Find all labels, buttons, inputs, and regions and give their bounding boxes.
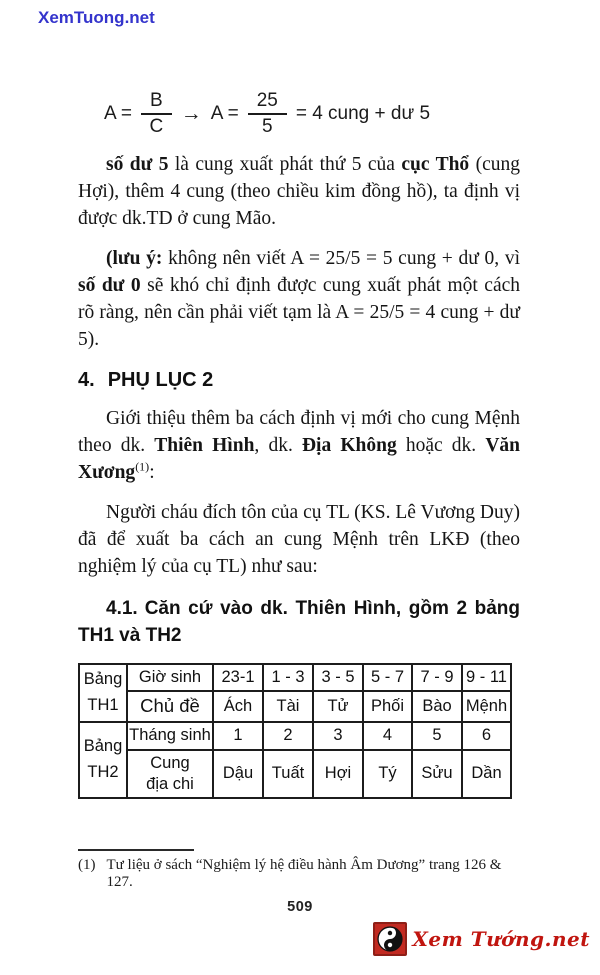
- row-header: Chủ đề: [127, 691, 213, 722]
- row-header: Tháng sinh: [127, 722, 213, 750]
- page-number: 509: [287, 899, 313, 915]
- row-header-line: địa chi: [146, 774, 194, 793]
- table-cell: Mệnh: [462, 691, 511, 722]
- text-run: Giới thiệu thêm ba cách định vị mới cho cung Mệnh theo dk.: [78, 407, 520, 456]
- table-row: [79, 664, 511, 691]
- text-run: không nên viết A = 25/5 = 5 cung + dư 0, vì: [162, 247, 520, 269]
- table-group-label-th2: [79, 722, 127, 798]
- text-run: số dư 0: [78, 274, 141, 296]
- group-label-line: TH2: [87, 762, 119, 781]
- section-heading-phu-luc-2: [78, 369, 520, 392]
- fraction-denominator: C: [149, 115, 164, 137]
- text-run: (lưu ý:: [106, 247, 163, 269]
- subsection-title: Căn cứ vào dk. Thiên Hình, gồm 2 bảng TH1 và TH2: [78, 597, 520, 646]
- table-cell: Sửu: [412, 750, 462, 798]
- table-cell: 9 - 11: [462, 664, 511, 691]
- formula-lhs: A =: [104, 102, 132, 124]
- table-cell: Dần: [462, 750, 511, 798]
- text-run: Người cháu đích tôn của cụ TL (KS. Lê Vương Duy) đã để xuất ba cách an cung Mệnh trên LKĐ (theo nghiệm lý của cụ TL) như sau:: [78, 501, 520, 577]
- footnote: [78, 849, 522, 891]
- formula-mid: A =: [210, 102, 239, 124]
- fraction-b-over-c: [141, 90, 172, 138]
- table-group-label-th1: [79, 664, 127, 722]
- row-header: Giờ sinh: [127, 664, 213, 691]
- table-cell: 2: [263, 722, 313, 750]
- text-run: Thiên Hình: [154, 434, 255, 456]
- table-cell: Dậu: [213, 750, 263, 798]
- footnote-marker: (1): [78, 857, 96, 873]
- table-cell: Phối: [363, 691, 412, 722]
- fraction-numerator: 25: [248, 90, 287, 115]
- subsection-heading-4-1: [78, 595, 520, 649]
- table-cell: Tý: [363, 750, 412, 798]
- table-cell: Tuất: [263, 750, 313, 798]
- text-run: số dư 5: [106, 153, 169, 175]
- table-cell: 5: [412, 722, 462, 750]
- paragraph-gioi-thieu: [78, 405, 520, 486]
- table-cell: Tử: [313, 691, 363, 722]
- text-run: là cung xuất phát thứ 5 của: [168, 153, 402, 175]
- subsection-number: 4.1.: [106, 597, 138, 619]
- group-label-line: Bảng: [83, 670, 123, 689]
- table-cell: 5 - 7: [363, 664, 412, 691]
- text-run: Địa Không: [301, 434, 397, 456]
- footnote-separator: [78, 849, 194, 851]
- text-run: sẽ khó chỉ định được cung xuất phát một cách rõ ràng, nên cần phải viết tạm là A = 25/5 = 4 cung + dư 5).: [78, 274, 520, 350]
- watermark-link[interactable]: XemTuong.net: [38, 8, 155, 27]
- text-run: :: [149, 461, 155, 483]
- fraction-denominator: 5: [261, 115, 273, 137]
- table-cell: 4: [363, 722, 412, 750]
- fraction-25-over-5: [248, 90, 287, 138]
- table-cell: 23-1: [213, 664, 263, 691]
- text-run: , dk.: [254, 434, 302, 456]
- text-run: Văn Xương: [78, 434, 520, 483]
- th-lookup-table: [78, 663, 512, 799]
- table-cell: 3: [313, 722, 363, 750]
- paragraph-luu-y: [78, 245, 520, 353]
- text-run: (cung Hợi), thêm 4 cung (theo chiều kim đồng hồ), ta định vị được dk.TD ở cung Mão.: [78, 153, 520, 229]
- table-row: [79, 750, 511, 798]
- table-cell: 3 - 5: [313, 664, 363, 691]
- group-label-line: TH1: [87, 695, 119, 714]
- footnote-reference: (1): [135, 459, 150, 474]
- formula: [104, 90, 520, 138]
- formula-result: = 4 cung + dư 5: [295, 102, 431, 124]
- table-cell: Hợi: [313, 750, 363, 798]
- table-cell: 1: [213, 722, 263, 750]
- text-run: hoặc dk.: [396, 434, 486, 456]
- fraction-numerator: B: [141, 90, 172, 115]
- paragraph-nguoi-chau: [78, 499, 520, 580]
- section-number: 4.: [78, 368, 95, 391]
- table-cell: 6: [462, 722, 511, 750]
- row-header-line: Cung: [150, 754, 190, 773]
- table-row: [79, 691, 511, 722]
- table-cell: 7 - 9: [412, 664, 462, 691]
- footnote-text: Tư liệu ở sách “Nghiệm lý hệ điều hành Âm Dương” trang 126 & 127.: [106, 857, 502, 890]
- paragraph-so-du-5: [78, 151, 520, 232]
- group-label-line: Bảng: [83, 737, 123, 756]
- row-header: [127, 750, 213, 798]
- section-title: PHỤ LỤC 2: [107, 368, 214, 391]
- table-cell: Tài: [263, 691, 313, 722]
- arrow-right-icon: →: [180, 101, 202, 125]
- logo-square: [373, 922, 407, 956]
- page-content: [78, 84, 520, 799]
- text-run: cục Thổ: [401, 153, 470, 175]
- yin-yang-icon: [377, 926, 403, 952]
- table-cell: 1 - 3: [263, 664, 313, 691]
- table-cell: Ách: [213, 691, 263, 722]
- table-cell: Bào: [412, 691, 462, 722]
- site-logo[interactable]: [373, 922, 590, 956]
- logo-text: Xem Tướng.net: [412, 927, 590, 951]
- table-row: [79, 722, 511, 750]
